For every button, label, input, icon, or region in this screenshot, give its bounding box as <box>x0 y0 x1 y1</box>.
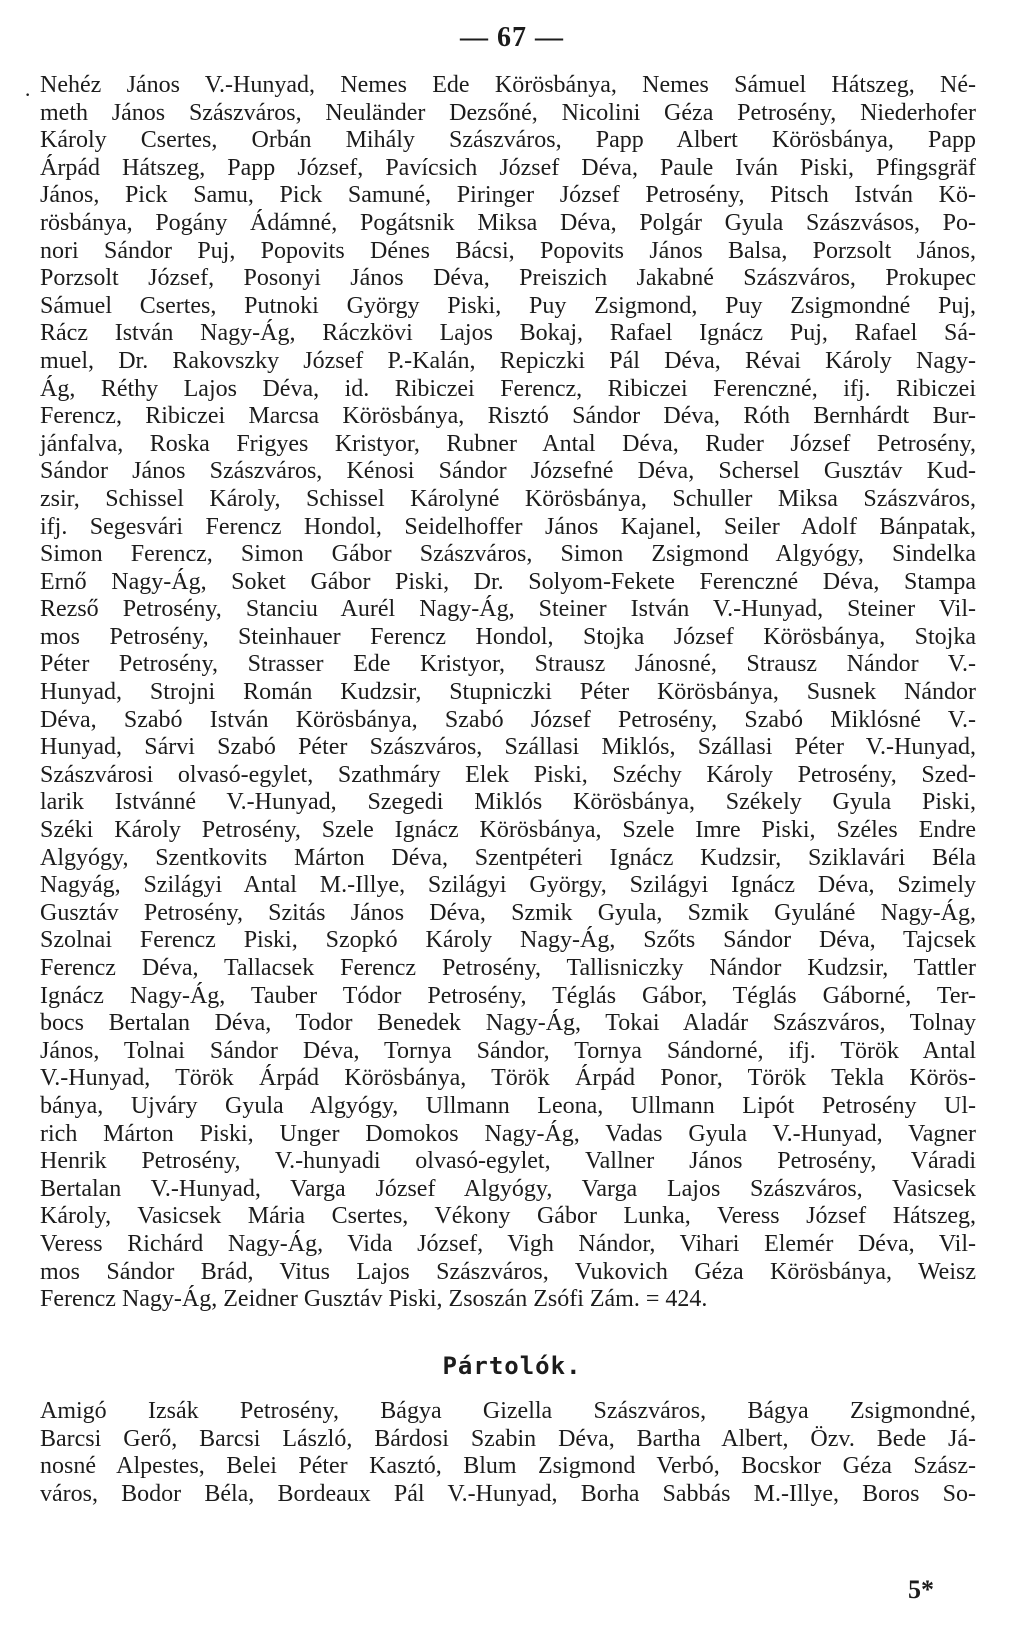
text-line: Ignácz Nagy-Ág, Tauber Tódor Petrosény, Téglás Gábor, Téglás Gáborné, Ter- <box>40 982 976 1009</box>
text-line: rich Márton Piski, Unger Domokos Nagy-Ág, Vadas Gyula V.-Hunyad, Vagner <box>40 1120 976 1147</box>
text-line: jánfalva, Roska Frigyes Kristyor, Rubner Antal Déva, Ruder József Petrosény, <box>40 430 976 457</box>
text-line: Károly Csertes, Orbán Mihály Szászváros, Papp Albert Körösbánya, Papp <box>40 127 976 154</box>
text-line: Déva, Szabó István Körösbánya, Szabó József Petrosény, Szabó Miklósné V.- <box>40 706 976 733</box>
text-line: meth János Szászváros, Neuländer Dezsőné, Nicolini Géza Petrosény, Niederhofer <box>40 99 976 126</box>
page-signature: 5* <box>908 1575 934 1604</box>
section-heading: Pártolók. <box>442 1352 582 1380</box>
text-line: Ferencz Déva, Tallacsek Ferencz Petrosény, Tallisniczky Nándor Kudzsir, Tattler <box>40 955 976 981</box>
text-line: Nagyág, Szilágyi Antal M.-Illye, Szilágyi György, Szilágyi Ignácz Déva, Szimely <box>40 872 976 899</box>
text-line: Széki Károly Petrosény, Szele Ignácz Körösbánya, Szele Imre Piski, Széles Endre <box>40 817 976 844</box>
text-line: Szászvárosi olvasó-egylet, Szathmáry Elek Piski, Széchy Károly Petrosény, Szed- <box>40 761 976 788</box>
text-line: Sándor János Szászváros, Kénosi Sándor Józsefné Déva, Schersel Gusztáv Kud- <box>40 458 976 485</box>
text-line: Ág, Réthy Lajos Déva, id. Ribiczei Ferencz, Ribiczei Ferenczné, ifj. Ribiczei <box>40 375 976 402</box>
text-line: Porzsolt József, Posonyi János Déva, Preiszich Jakabné Szászváros, Prokupec <box>40 265 976 292</box>
text-line: Szolnai Ferencz Piski, Szopkó Károly Nagy-Ág, Szőts Sándor Déva, Tajcsek <box>40 927 976 954</box>
text-line: Nehéz János V.-Hunyad, Nemes Ede Körösbánya, Nemes Sámuel Hátszeg, Né- <box>40 72 976 98</box>
text-line: bánya, Ujváry Gyula Algyógy, Ullmann Leona, Ullmann Lipót Petrosény Ul- <box>40 1092 976 1119</box>
text-line: Simon Ferencz, Simon Gábor Szászváros, Simon Zsigmond Algyógy, Sindelka <box>40 541 976 568</box>
text-line: zsir, Schissel Károly, Schissel Károlyné Körösbánya, Schuller Miksa Szászváros, <box>40 485 976 512</box>
text-line: Péter Petrosény, Strasser Ede Kristyor, Strausz Jánosné, Strausz Nándor V.- <box>40 651 976 678</box>
text-line: János, Pick Samu, Pick Samuné, Piringer József Petrosény, Pitsch István Kö- <box>40 182 976 209</box>
text-line: rösbánya, Pogány Ádámné, Pogátsnik Miksa Déva, Polgár Gyula Szászvásos, Po- <box>40 209 976 236</box>
text-line: város, Bodor Béla, Bordeaux Pál V.-Hunyad, Borha Sabbás M.-Illye, Boros So- <box>40 1480 976 1507</box>
text-line: Ferencz, Ribiczei Marcsa Körösbánya, Risztó Sándor Déva, Róth Bernhárdt Bur- <box>40 403 976 430</box>
text-line: muel, Dr. Rakovszky József P.-Kalán, Repiczki Pál Déva, Révai Károly Nagy- <box>40 347 976 374</box>
text-line: V.-Hunyad, Török Árpád Körösbánya, Török Árpád Ponor, Török Tekla Körös- <box>40 1065 976 1092</box>
text-line: Ferencz Nagy-Ág, Zeidner Gusztáv Piski, Zsoszán Zsófi Zám. = 424. <box>40 1286 708 1313</box>
member-list-text <box>40 72 976 1314</box>
text-line: Rezső Petrosény, Stanciu Aurél Nagy-Ág, Steiner István V.-Hunyad, Steiner Vil- <box>40 596 976 623</box>
page-number: — 67 — <box>460 22 564 53</box>
text-line: nori Sándor Puj, Popovits Dénes Bácsi, Popovits János Balsa, Porzsolt János, <box>40 237 976 264</box>
text-line: Hunyad, Sárvi Szabó Péter Szászváros, Szállasi Miklós, Szállasi Péter V.-Hunyad, <box>40 734 976 761</box>
text-line: ifj. Segesvári Ferencz Hondol, Seidelhoffer János Kajanel, Seiler Adolf Bánpatak, <box>40 513 976 540</box>
text-line: Károly, Vasicsek Mária Csertes, Vékony Gábor Lunka, Veress József Hátszeg, <box>40 1203 976 1230</box>
text-line: Veress Richárd Nagy-Ág, Vida József, Vigh Nándor, Vihari Elemér Déva, Vil- <box>40 1230 976 1257</box>
text-line: Bertalan V.-Hunyad, Varga József Algyógy, Varga Lajos Szászváros, Vasicsek <box>40 1175 976 1202</box>
text-line: Amigó Izsák Petrosény, Bágya Gizella Szászváros, Bágya Zsigmondné, <box>40 1398 976 1424</box>
text-line: Rácz István Nagy-Ág, Ráczkövi Lajos Bokaj, Rafael Ignácz Puj, Rafael Sá- <box>40 320 976 347</box>
text-line: Algyógy, Szentkovits Márton Déva, Szentpéteri Ignácz Kudzsir, Sziklavári Béla <box>40 844 976 871</box>
supporter-list-text <box>40 1398 976 1508</box>
text-line: nosné Alpestes, Belei Péter Kasztó, Blum Zsigmond Verbó, Bocskor Géza Szász- <box>40 1453 976 1480</box>
text-line: Ernő Nagy-Ág, Soket Gábor Piski, Dr. Solyom-Fekete Ferenczné Déva, Stampa <box>40 568 976 595</box>
text-line: bocs Bertalan Déva, Todor Benedek Nagy-Ág, Tokai Aladár Szászváros, Tolnay <box>40 1010 976 1037</box>
text-line: Sámuel Csertes, Putnoki György Piski, Puy Zsigmond, Puy Zsigmondné Puj, <box>40 292 976 319</box>
text-line: larik Istvánné V.-Hunyad, Szegedi Miklós Körösbánya, Székely Gyula Piski, <box>40 789 976 816</box>
text-line: János, Tolnai Sándor Déva, Tornya Sándor, Tornya Sándorné, ifj. Török Antal <box>40 1037 976 1064</box>
text-line: mos Petrosény, Steinhauer Ferencz Hondol, Stojka József Körösbánya, Stojka <box>40 623 976 650</box>
text-line: Hunyad, Strojni Román Kudzsir, Stupniczki Péter Körösbánya, Susnek Nándor <box>40 679 976 706</box>
text-line: Henrik Petrosény, V.-hunyadi olvasó-egylet, Vallner János Petrosény, Váradi <box>40 1148 976 1175</box>
text-line: Árpád Hátszeg, Papp József, Pavícsich József Déva, Paule Iván Piski, Pfingsgräf <box>40 154 976 181</box>
text-line: Barcsi Gerő, Barcsi László, Bárdosi Szabin Déva, Bartha Albert, Özv. Bede Já- <box>40 1425 976 1452</box>
text-line: mos Sándor Brád, Vitus Lajos Szászváros, Vukovich Géza Körösbánya, Weisz <box>40 1258 976 1285</box>
margin-dot: · <box>24 82 32 107</box>
text-line: Gusztáv Petrosény, Szitás János Déva, Szmik Gyula, Szmik Gyuláné Nagy-Ág, <box>40 899 976 926</box>
